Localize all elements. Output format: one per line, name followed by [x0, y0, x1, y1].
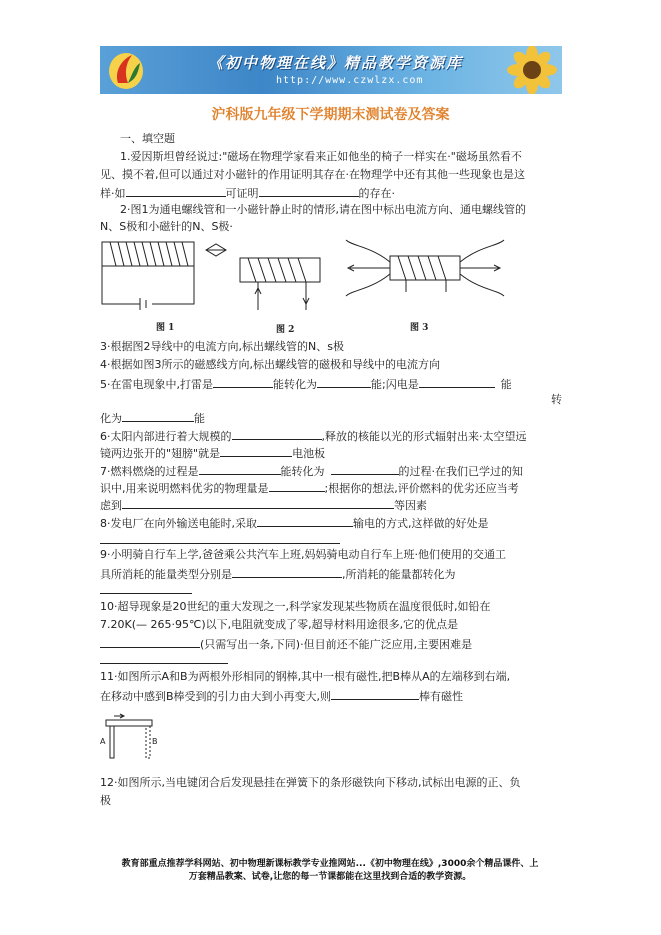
q5-line1: 5·在雷电现象中,打雷是 能转化为 能;闪电是 能	[100, 378, 512, 391]
q9-line1: 9·小明骑自行车上学,爸爸乘公共汽车上班,妈妈骑电动自行车上班·他们使用的交通工	[100, 548, 506, 561]
answer-blank[interactable]	[100, 652, 228, 664]
page-footer	[80, 858, 580, 884]
answer-blank[interactable]	[220, 445, 292, 457]
q9-line3	[100, 582, 192, 598]
answer-blank[interactable]	[100, 636, 200, 648]
section-heading: 一、填空题	[120, 132, 175, 145]
q7-line3: 虑到 等因素	[100, 499, 427, 512]
q10-line1: 10·超导现象是20世纪的重大发现之一,科学家发现某些物质在温度很低时,如铅在	[100, 600, 491, 613]
q5-line3: 化为 能	[100, 412, 205, 425]
q7-line2: 识中,用来说明燃料优劣的物理量是 ;根据你的想法,评价燃料的优劣还应当考	[100, 482, 519, 495]
bar-a-label: A	[100, 737, 106, 746]
sunflower-icon	[482, 46, 562, 94]
answer-blank[interactable]	[419, 376, 495, 388]
q12-line1: 12·如图所示,当电键闭合后发现悬挂在弹簧下的条形磁铁向下移动,试标出电源的正、负	[100, 776, 521, 789]
footer-line1: 教育部重点推荐学科网站、初中物理新课标教学专业推网站...《初中物理在线》,3000余个精品课件、上	[121, 859, 539, 869]
figure-3-label: 图 3	[410, 323, 429, 333]
header-banner	[100, 46, 562, 94]
q10-line4	[100, 652, 228, 668]
answer-blank[interactable]	[317, 376, 371, 388]
banner-title: 《初中物理在线》精品教学资源库	[208, 54, 464, 72]
bar-b-label: B	[152, 737, 158, 746]
answer-blank[interactable]	[232, 428, 322, 440]
answer-blank[interactable]	[331, 463, 399, 475]
answer-blank[interactable]	[257, 515, 353, 527]
figures-row	[100, 236, 560, 336]
q7-line1: 7·燃料燃烧的过程是 能转化为 的过程·在我们已学过的知	[100, 465, 523, 478]
answer-blank[interactable]	[122, 497, 394, 509]
q9-line2: 具所消耗的能量类型分别是 ,所消耗的能量都转化为	[100, 568, 456, 581]
q4-text: 4·根据如图3所示的磁感线方向,标出螺线管的磁极和导线中的电流方向	[100, 358, 440, 371]
q5-line2: 转	[551, 393, 562, 406]
q1-line3: 样·如 可证明 的存在·	[100, 187, 395, 200]
q10-line3: (只需写出一条,下同)·但目前还不能广泛应用,主要困难是	[100, 636, 472, 652]
q2-line2: N、S极和小磁针的N、S极·	[100, 220, 233, 233]
magnet-bars-figure	[100, 712, 160, 762]
q11-line2: 在移动中感到B棒受到的引力由大到小再变大,则 棒有磁性	[100, 690, 464, 703]
q2-line1: 2·图1为通电螺线管和一小磁针静止时的情形,请在图中标出电流方向、通电螺线管的	[120, 203, 526, 216]
figure-2-label: 图 2	[276, 325, 295, 335]
answer-blank[interactable]	[259, 185, 359, 197]
answer-blank[interactable]	[199, 463, 281, 475]
q12-line2: 极	[100, 794, 111, 807]
footer-line2: 万套精品教案、试卷,让您的每一节课都能在这里找到合适的教学资源。	[188, 872, 472, 882]
q6-line2: 镜两边张开的"翅膀"就是 电池板	[100, 447, 326, 460]
document-title: 沪科版九年级下学期期末测试卷及答案	[211, 107, 450, 123]
figure-1-label: 图 1	[156, 323, 175, 333]
answer-blank[interactable]	[269, 480, 325, 492]
answer-blank[interactable]	[126, 185, 226, 197]
banner-url: http://www.czwlzx.com	[276, 75, 424, 86]
q8-line2	[100, 532, 340, 548]
answer-blank[interactable]	[100, 532, 340, 544]
q8-line1: 8·发电厂在向外输送电能时,采取 输电的方式,这样做的好处是	[100, 517, 489, 530]
answer-blank[interactable]	[331, 688, 419, 700]
q6-line1: 6·太阳内部进行着大规模的 ,释放的核能以光的形式辐射出来·太空望远	[100, 430, 527, 443]
answer-blank[interactable]	[100, 582, 192, 594]
answer-blank[interactable]	[213, 376, 273, 388]
answer-blank[interactable]	[122, 410, 194, 422]
q11-line1: 11·如图所示A和B为两根外形相同的钢棒,其中一根有磁性,把B棒从A的左端移到右端,	[100, 670, 511, 683]
answer-blank[interactable]	[232, 566, 342, 578]
q3-text: 3·根据图2导线中的电流方向,标出螺线管的N、s极	[100, 340, 344, 353]
q1-line1: 1.爱因斯坦曾经说过:"磁场在物理学家看来正如他坐的椅子一样实在·"磁场虽然看不	[120, 150, 522, 163]
q1-line2: 见、摸不着,但可以通过对小磁针的作用证明其存在·在物理学中还有其他一些现象也是这	[100, 168, 525, 181]
site-logo-icon	[106, 49, 146, 91]
q10-line2: 7.20K(— 265·95℃)以下,电阻就变成了零,超导材料用途很多,它的优点是	[100, 618, 459, 631]
